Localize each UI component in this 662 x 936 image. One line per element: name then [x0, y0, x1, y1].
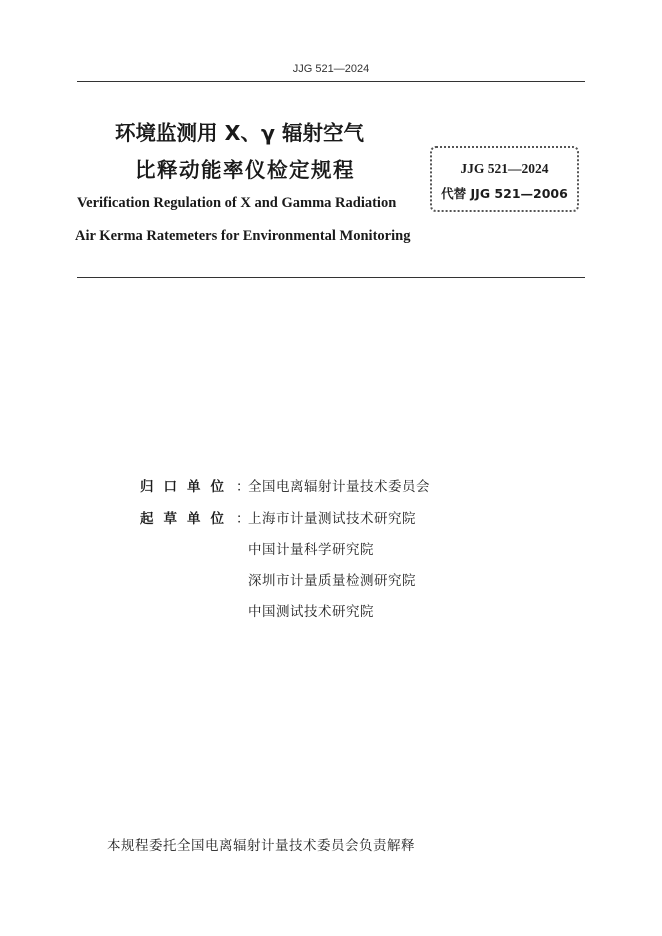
responsible-unit-value: 全国电离辐射计量技术委员会: [248, 479, 430, 495]
title-english-line-2: Air Kerma Ratemeters for Environmental Monitoring: [75, 228, 411, 244]
responsible-unit-label: 归口单位: [140, 479, 234, 495]
drafting-unit-4: 中国测试技术研究院: [248, 604, 374, 620]
title-chinese-line-1: 环境监测用 X、γ 辐射空气: [115, 121, 365, 145]
header-standard-code: JJG 521—2024: [292, 63, 370, 75]
replaced-standard-code: 代替 JJG 521—2006: [441, 186, 568, 201]
drafting-unit-1: 上海市计量测试技术研究院: [248, 511, 416, 527]
interpretation-note: 本规程委托全国电离辐射计量技术委员会负责解释: [107, 838, 415, 854]
standard-code-box: [430, 146, 579, 212]
top-rule: [77, 81, 585, 82]
bottom-rule: [77, 277, 585, 278]
title-chinese-line-2: 比释动能率仪检定规程: [135, 158, 355, 182]
drafting-unit-3: 深圳市计量质量检测研究院: [248, 573, 416, 589]
label-colon: ：: [236, 511, 250, 527]
standard-code: JJG 521—2024: [460, 161, 549, 176]
drafting-unit-label: 起草单位: [140, 511, 234, 527]
label-colon: ：: [236, 479, 250, 495]
title-english-line-1: Verification Regulation of X and Gamma Radiation: [77, 195, 397, 211]
drafting-unit-2: 中国计量科学研究院: [248, 542, 374, 558]
